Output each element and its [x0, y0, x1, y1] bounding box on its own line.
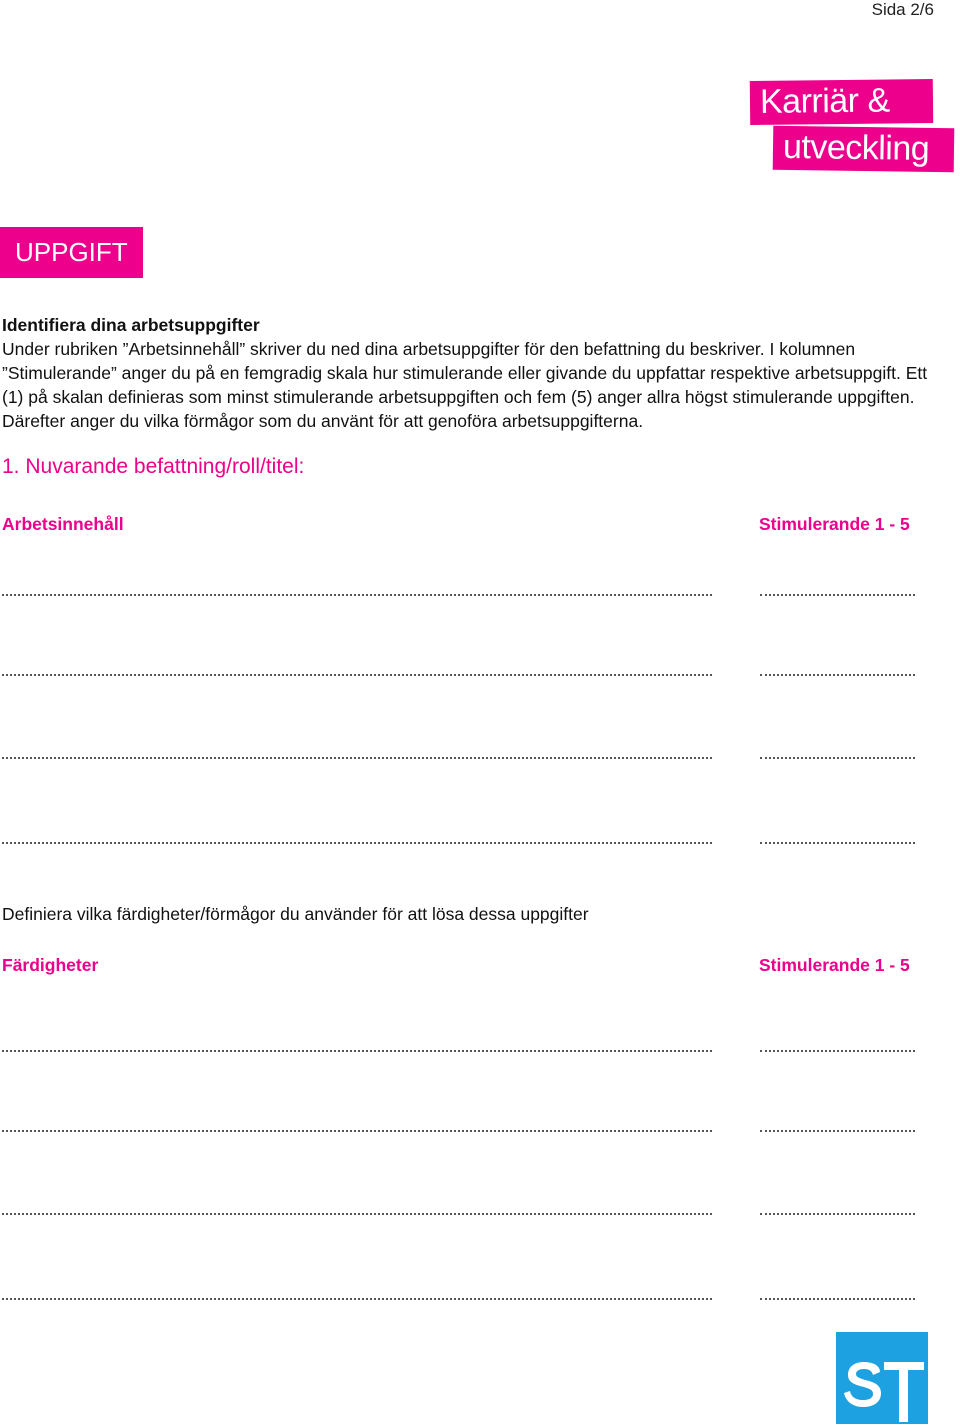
skill-rating-line-1[interactable]: [760, 1050, 915, 1052]
brand-title-line-2: utveckling: [773, 126, 955, 173]
tasks-rating-column-header: Stimulerande 1 - 5: [759, 514, 910, 534]
intro-heading: Identifiera dina arbetsuppgifter: [2, 315, 260, 335]
task-line-4[interactable]: [2, 842, 712, 844]
tasks-column-header: Arbetsinnehåll: [2, 514, 124, 534]
skills-column-header: Färdigheter: [2, 955, 99, 975]
task-line-3[interactable]: [2, 757, 712, 759]
skill-rating-line-3[interactable]: [760, 1213, 915, 1215]
st-logo: [836, 1332, 928, 1424]
task-rating-line-1[interactable]: [760, 594, 915, 596]
task-line-1[interactable]: [2, 594, 712, 596]
task-rating-line-3[interactable]: [760, 757, 915, 759]
section-tag: UPPGIFT: [0, 227, 143, 278]
task-rating-line-4[interactable]: [760, 842, 915, 844]
skills-rating-column-header: Stimulerande 1 - 5: [759, 955, 910, 975]
task-line-2[interactable]: [2, 674, 712, 676]
task-rating-line-2[interactable]: [760, 674, 915, 676]
skill-line-2[interactable]: [2, 1130, 712, 1132]
brand-title-line-1: Karriär &: [750, 79, 933, 125]
page-number: Sida 2/6: [871, 0, 934, 19]
skill-line-1[interactable]: [2, 1050, 712, 1052]
skill-line-4[interactable]: [2, 1298, 712, 1300]
intro: [2, 313, 932, 433]
intro-body: Under rubriken ”Arbetsinnehåll” skriver du ned dina arbetsuppgifter för den befattning du beskriver. I kolumnen ”Stimulerande” anger du på en femgradig skala hur stimulerande eller givande du uppfattar respektive arbetsuppgift. Ett (1) på skalan definieras som minst stimulerande arbetsuppgiften och fem (5) anger allra högst stimulerande uppgiften. Därefter anger du vilka förmågor som du använt för att genoföra arbetsuppgifterna.: [2, 339, 928, 431]
skill-line-3[interactable]: [2, 1213, 712, 1215]
st-logo-mark: [836, 1332, 928, 1424]
current-role-heading: 1. Nuvarande befattning/roll/titel:: [2, 455, 305, 478]
skill-rating-line-4[interactable]: [760, 1298, 915, 1300]
skill-rating-line-2[interactable]: [760, 1130, 915, 1132]
define-skills-instruction: Definiera vilka färdigheter/förmågor du använder för att lösa dessa uppgifter: [2, 904, 589, 924]
